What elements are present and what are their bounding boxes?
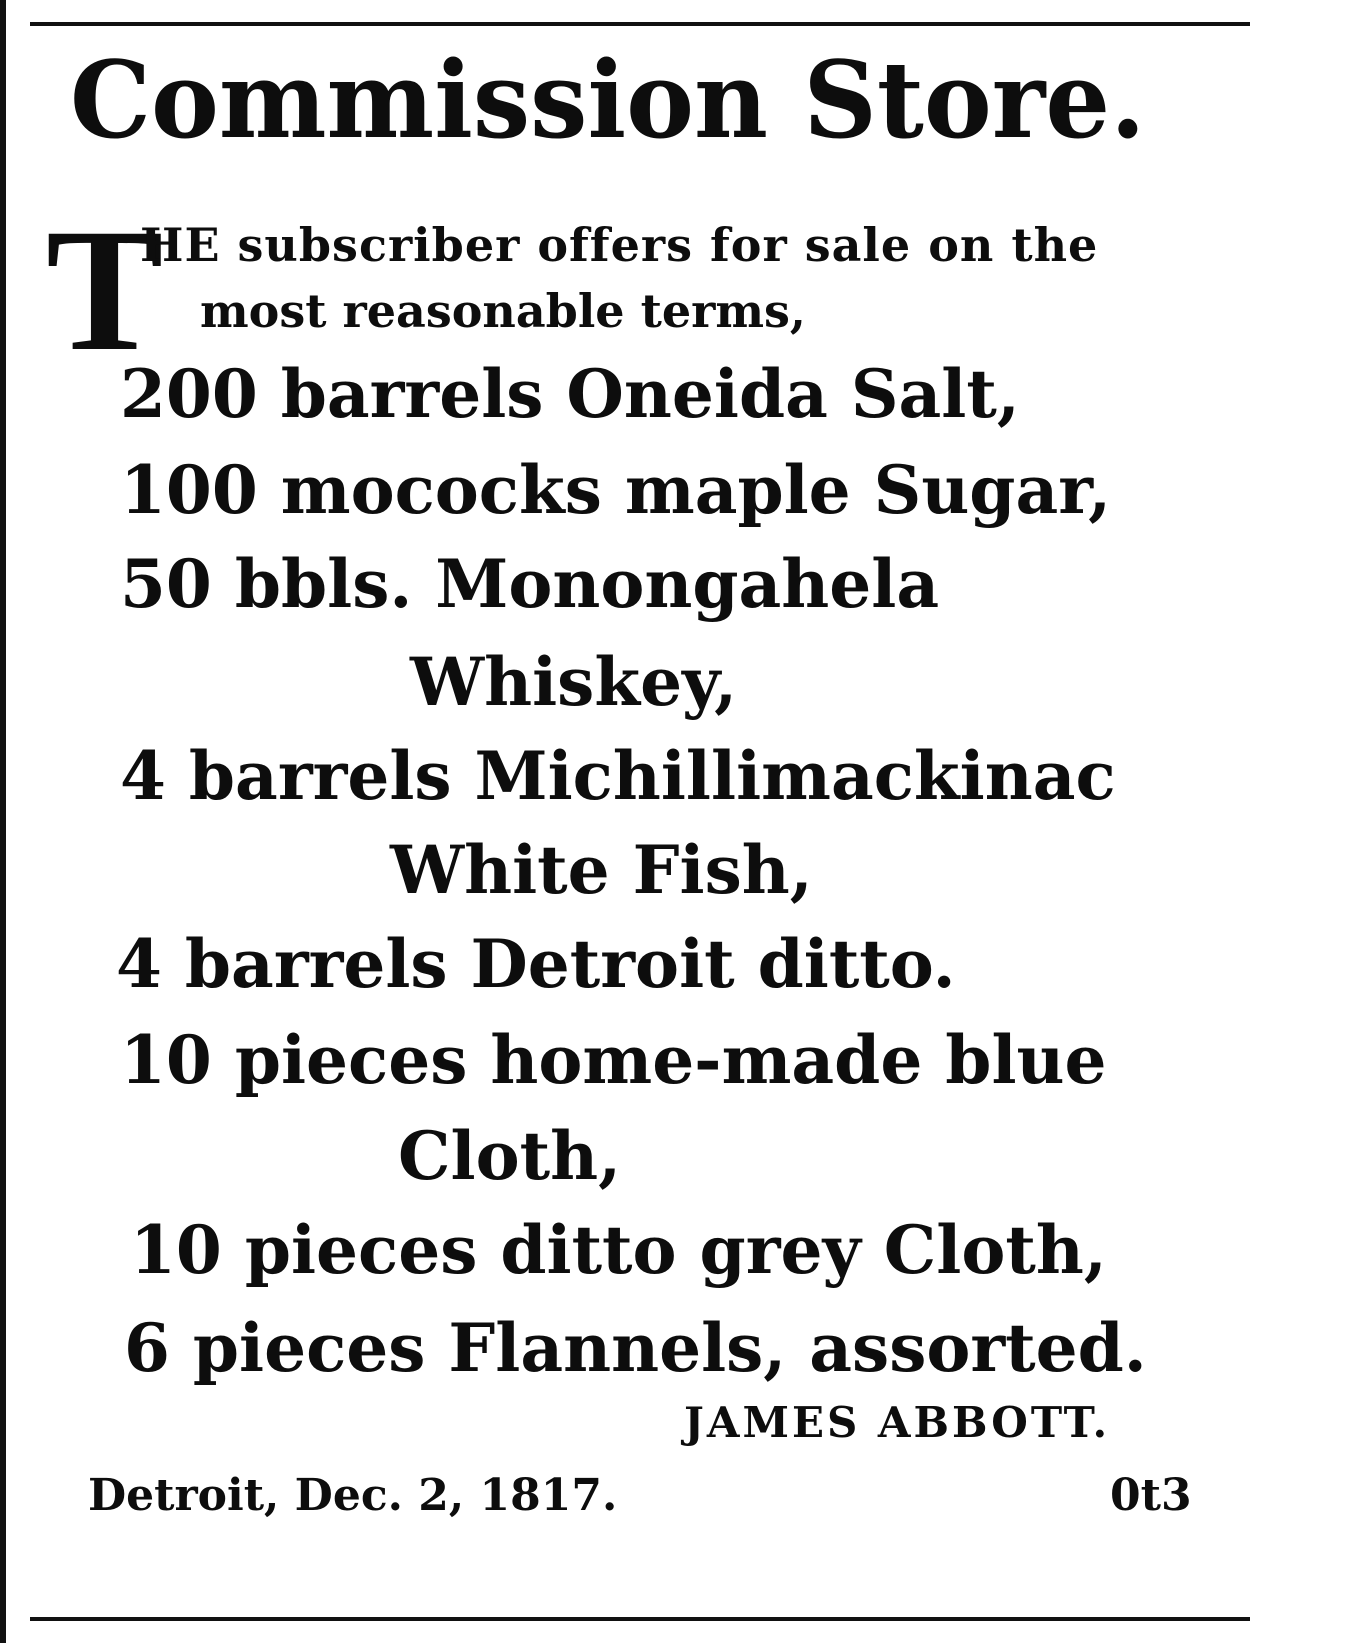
item-whitefish: 4 barrels Michillimackinac — [120, 737, 1116, 815]
item-blue-cloth: 10 pieces home-made blue — [120, 1021, 1107, 1099]
signature: JAMES ABBOTT. — [684, 1398, 1111, 1447]
top-rule — [30, 22, 1250, 26]
item-blue-cloth-continued: Cloth, — [398, 1117, 622, 1195]
intro-line-1: HE subscriber offers for sale on the — [140, 218, 1099, 272]
item-grey-cloth: 10 pieces ditto grey Cloth, — [130, 1211, 1107, 1289]
drop-cap: T — [46, 193, 164, 388]
bottom-rule — [30, 1617, 1250, 1621]
item-sugar: 100 mococks maple Sugar, — [120, 451, 1112, 529]
item-whiskey-continued: Whiskey, — [410, 643, 738, 721]
item-whitefish-continued: White Fish, — [390, 831, 813, 909]
dateline: Detroit, Dec. 2, 1817. — [88, 1470, 618, 1521]
item-detroit-fish: 4 barrels Detroit ditto. — [116, 925, 956, 1003]
item-salt: 200 barrels Oneida Salt, — [120, 355, 1020, 433]
ad-title: Commission Store. — [70, 37, 1146, 162]
intro-line-2: most reasonable terms, — [200, 284, 806, 338]
page-left-border — [0, 0, 6, 1643]
insertion-code: 0t3 — [1110, 1470, 1192, 1521]
item-flannels: 6 pieces Flannels, assorted. — [124, 1309, 1147, 1387]
item-whiskey: 50 bbls. Monongahela — [120, 545, 940, 623]
